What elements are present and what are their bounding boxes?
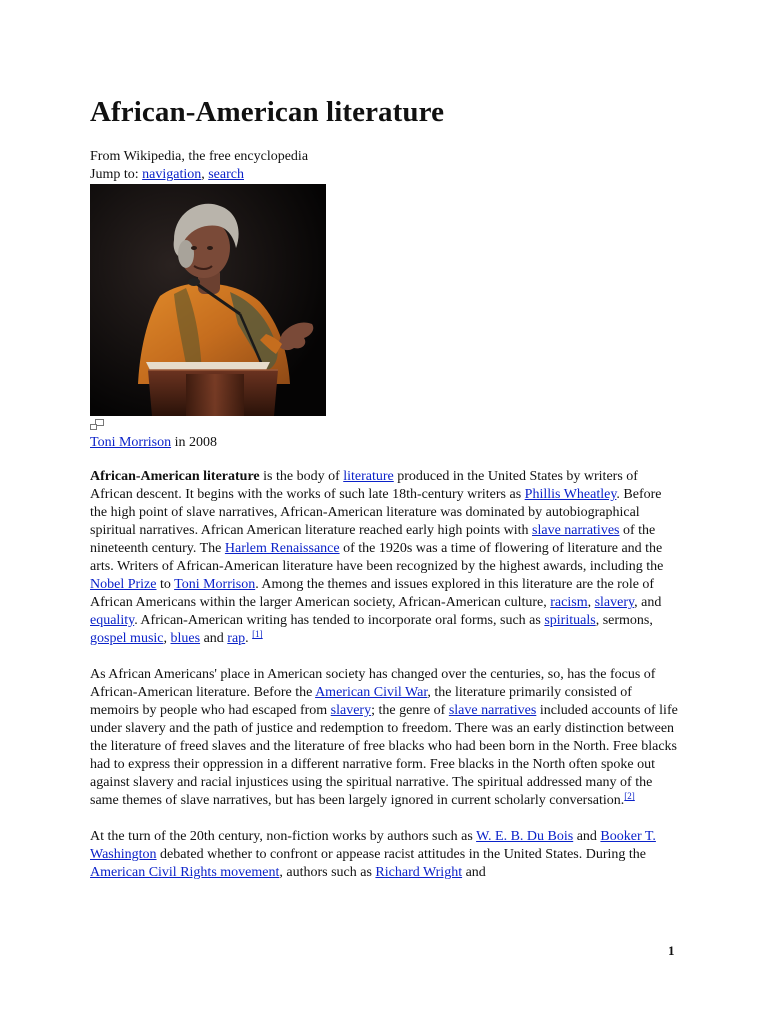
jump-navigation-link[interactable]: navigation <box>142 167 202 182</box>
inline-link[interactable]: Toni Morrison <box>174 577 256 592</box>
page-title: African-American literature <box>90 96 445 128</box>
text-run: , sermons, <box>595 613 653 628</box>
jump-to-label: Jump to: <box>90 167 139 182</box>
text-run: and <box>200 631 228 646</box>
inline-link[interactable]: racism <box>550 595 588 610</box>
inline-link[interactable]: spirituals <box>544 613 596 628</box>
jump-to-line <box>90 166 682 184</box>
text-run: . Among the themes and issues explored in this literature are the role of African Americans within the larger American society, African-American culture, <box>90 577 655 610</box>
paragraph-intro <box>90 468 682 648</box>
caption-toni-morrison-link[interactable]: Toni Morrison <box>90 435 172 450</box>
text-run: , <box>163 631 171 646</box>
text-run: . <box>245 631 253 646</box>
inline-link[interactable]: slavery <box>330 703 372 718</box>
article-photo[interactable] <box>90 184 326 416</box>
text-run: is the body of <box>259 469 344 484</box>
inline-link[interactable]: literature <box>343 469 394 484</box>
inline-link[interactable]: Richard Wright <box>375 865 463 880</box>
jump-search-link[interactable]: search <box>208 167 244 182</box>
text-run: to <box>156 577 175 592</box>
page-number: 1 <box>668 943 675 958</box>
inline-link[interactable]: W. E. B. Du Bois <box>476 829 574 844</box>
text-run: produced in the United States by writers of African descent. It begins with the works of such late 18th-century writers as <box>90 469 638 502</box>
text-run: . African-American writing has tended to incorporate oral forms, such as <box>134 613 545 628</box>
inline-link[interactable]: Harlem Renaissance <box>224 541 340 556</box>
citation-sup <box>624 791 635 801</box>
inline-link[interactable]: slavery <box>594 595 635 610</box>
text-run: , the literature primarily consisted of memoirs by people who had escaped from <box>90 685 632 718</box>
inline-link[interactable]: American Civil War <box>315 685 428 700</box>
text-run: included accounts of life under slavery and the path of justice and redemption to freedom. There was an early distinction between the literature of freed slaves and the literature of free blacks who had been born in the North. Free blacks had to express their oppression in a different narrative form. Free blacks in the North often spoke out against slavery and racial injustices using the spiritual narrative. The spiritual addressed many of the same themes of slave narratives, but has been largely ignored in current scholarly conversation. <box>90 703 678 808</box>
text-run: . Before the high point of slave narratives, African-American literature was dominated by autobiographical spiritual narratives. African American literature reached early high points with <box>90 487 662 538</box>
text-run: At the turn of the 20th century, non-fiction works by authors such as <box>90 829 477 844</box>
text-run: ; the genre of <box>371 703 449 718</box>
citation-sup <box>252 629 263 639</box>
inline-link[interactable]: American Civil Rights movement <box>90 865 280 880</box>
text-run: , and <box>634 595 662 610</box>
inline-link[interactable]: slave narratives <box>448 703 537 718</box>
jump-separator: , <box>201 167 205 182</box>
inline-link[interactable]: gospel music <box>90 631 164 646</box>
paragraph-20th-century <box>90 828 682 882</box>
bold-term: African-American literature <box>90 469 260 484</box>
caption-text: in 2008 <box>171 435 217 450</box>
photo-caption <box>90 434 682 452</box>
text-run: debated whether to confront or appease racist attitudes in the United States. During the <box>156 847 647 862</box>
inline-link[interactable]: equality <box>90 613 135 628</box>
text-run: , <box>587 595 595 610</box>
inline-link[interactable]: rap <box>227 631 246 646</box>
text-run: As African Americans' place in American society has changed over the centuries, so, has the focus of African-American literature. Before the <box>90 667 656 700</box>
citation-link[interactable]: [1] <box>252 629 263 639</box>
photo-toni-morrison <box>90 184 326 416</box>
article-meta <box>90 148 682 184</box>
inline-link[interactable]: blues <box>170 631 201 646</box>
inline-link[interactable]: Phillis Wheatley <box>524 487 617 502</box>
inline-link[interactable]: Booker T. Washington <box>90 829 656 862</box>
text-run: of the nineteenth century. The <box>90 523 656 556</box>
text-run: and <box>573 829 601 844</box>
inline-link[interactable]: slave narratives <box>532 523 620 538</box>
inline-link[interactable]: Nobel Prize <box>90 577 157 592</box>
article-body <box>90 92 682 882</box>
text-run: and <box>462 865 486 880</box>
text-run: of the 1920s was a time of flowering of literature and the arts. Writers of African-American literature have been recognized by the highest awards, including the <box>90 541 664 574</box>
text-run: , authors such as <box>279 865 376 880</box>
tagline: From Wikipedia, the free encyclopedia <box>90 149 309 164</box>
paragraph-history <box>90 666 682 810</box>
citation-link[interactable]: [2] <box>624 791 635 801</box>
magnify-clip-icon[interactable] <box>90 418 682 430</box>
